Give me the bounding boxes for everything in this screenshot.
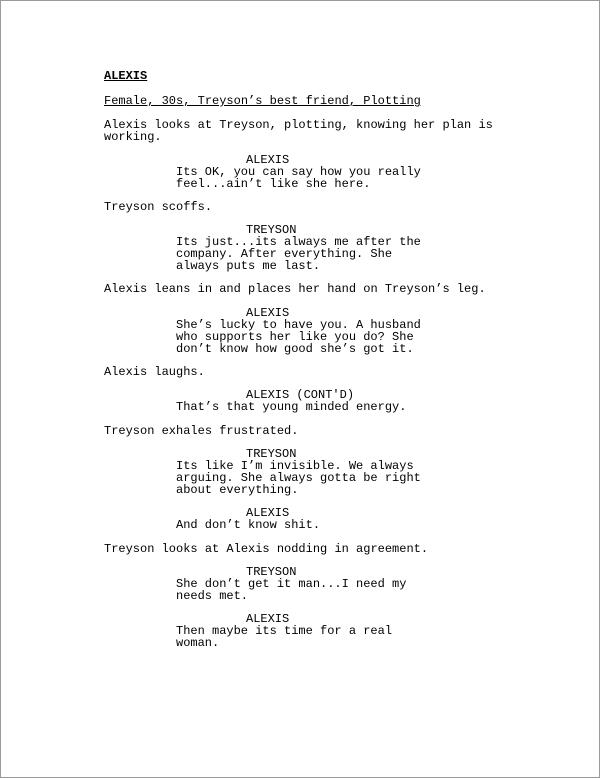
action-line: Treyson looks at Alexis nodding in agreement. <box>104 542 429 556</box>
action-line: working. <box>104 130 162 144</box>
action-line: Alexis looks at Treyson, plotting, knowing her plan is <box>104 118 493 132</box>
dialogue-line: who supports her like you do? She <box>176 330 414 344</box>
dialogue-line: Then maybe its time for a real <box>176 624 393 638</box>
character-cue: TREYSON <box>246 565 297 579</box>
character-cue: ALEXIS <box>246 506 290 520</box>
dialogue-line: woman. <box>176 636 220 650</box>
dialogue-line: don’t know how good she’s got it. <box>176 342 414 356</box>
dialogue-line: Its like I’m invisible. We always <box>176 459 414 473</box>
dialogue-line: That’s that young minded energy. <box>176 400 407 414</box>
action-line: Treyson exhales frustrated. <box>104 424 299 438</box>
action-line: Alexis leans in and places her hand on Treyson’s leg. <box>104 282 486 296</box>
dialogue-line: Its just...its always me after the <box>176 235 421 249</box>
character-cue: ALEXIS (CONT'D) <box>246 388 355 402</box>
dialogue-line: arguing. She always gotta be right <box>176 471 421 485</box>
dialogue-line: needs met. <box>176 589 249 603</box>
character-heading: ALEXIS <box>104 69 148 83</box>
character-cue: ALEXIS <box>246 612 290 626</box>
dialogue-line: Its OK, you can say how you really <box>176 165 421 179</box>
dialogue-line: company. After everything. She <box>176 247 393 261</box>
character-cue: ALEXIS <box>246 153 290 167</box>
dialogue-line: feel...ain’t like she here. <box>176 177 371 191</box>
dialogue-line: And don’t know shit. <box>176 518 321 532</box>
dialogue-line: She’s lucky to have you. A husband <box>176 318 421 332</box>
dialogue-line: about everything. <box>176 483 299 497</box>
action-line: Treyson scoffs. <box>104 200 213 214</box>
character-cue: TREYSON <box>246 223 297 237</box>
dialogue-line: She don’t get it man...I need my <box>176 577 407 591</box>
character-cue: TREYSON <box>246 447 297 461</box>
dialogue-line: always puts me last. <box>176 259 321 273</box>
character-cue: ALEXIS <box>246 306 290 320</box>
action-line: Alexis laughs. <box>104 365 205 379</box>
character-description: Female, 30s, Treyson’s best friend, Plotting <box>104 94 421 108</box>
